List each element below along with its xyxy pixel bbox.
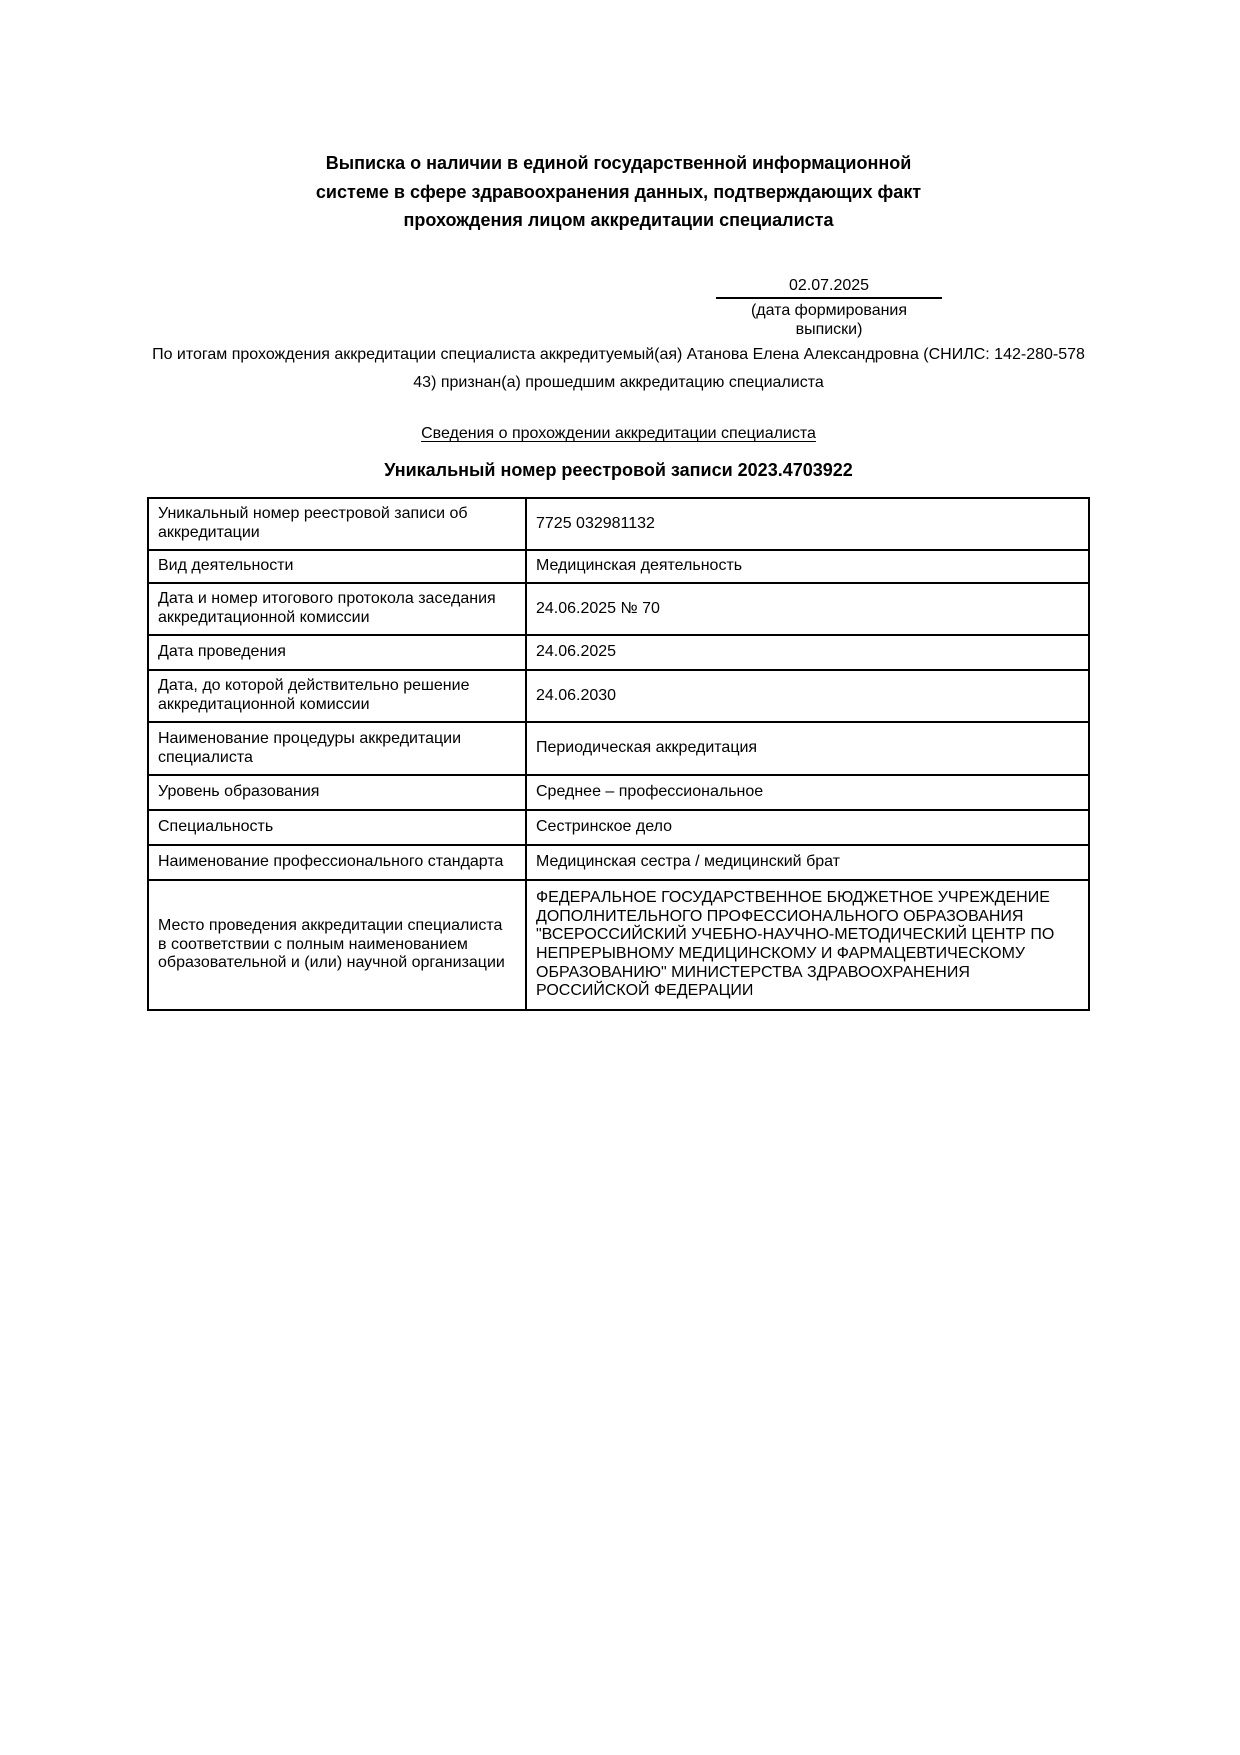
row-label: Дата и номер итогового протокола заседания аккредитационной комиссии <box>148 583 526 635</box>
formation-date-caption: (дата формирования выписки) <box>750 302 908 338</box>
document-title <box>147 149 1090 235</box>
intro-paragraph <box>147 341 1090 397</box>
document-title-line-2: системе в сфере здравоохранения данных, подтверждающих факт <box>315 181 922 202</box>
row-label: Вид деятельности <box>148 550 526 583</box>
row-value: Периодическая аккредитация <box>526 722 1089 775</box>
formation-date-block <box>716 276 942 339</box>
record-number-heading: Уникальный номер реестровой записи 2023.4703922 <box>384 460 853 480</box>
table-row-procedure-name <box>148 722 1089 775</box>
row-label: Наименование процедуры аккредитации специалиста <box>148 722 526 775</box>
table-row-specialty <box>148 810 1089 845</box>
row-value: Медицинская деятельность <box>526 550 1089 583</box>
row-value: 7725 032981132 <box>526 498 1089 550</box>
table-row-professional-standard <box>148 845 1089 880</box>
row-label: Уровень образования <box>148 775 526 810</box>
formation-date: 02.07.2025 <box>716 276 942 299</box>
intro-line-2: 43) признан(а) прошедшим аккредитацию специалиста <box>413 374 824 391</box>
table-row-valid-until <box>148 670 1089 722</box>
document-title-line-1: Выписка о наличии в единой государственной информационной <box>325 153 912 173</box>
table-row-protocol <box>148 583 1089 635</box>
table-row-activity-type <box>148 550 1089 583</box>
row-label: Место проведения аккредитации специалиста в соответствии с полным наименованием образовательной и (или) научной организации <box>148 880 526 1010</box>
row-value: 24.06.2025 <box>526 635 1089 670</box>
row-value: Медицинская сестра / медицинский брат <box>526 845 1089 880</box>
row-label: Специальность <box>148 810 526 845</box>
intro-line-1: По итогам прохождения аккредитации специалиста аккредитуемый(ая) Атанова Елена Александровна (СНИЛС: 142-280-578 <box>152 346 1085 363</box>
row-label: Уникальный номер реестровой записи об аккредитации <box>148 498 526 550</box>
section-heading-text: Сведения о прохождении аккредитации специалиста <box>421 425 816 442</box>
table-row-education-level <box>148 775 1089 810</box>
table-row-registry-number <box>148 498 1089 550</box>
row-value: ФЕДЕРАЛЬНОЕ ГОСУДАРСТВЕННОЕ БЮДЖЕТНОЕ УЧРЕЖДЕНИЕ ДОПОЛНИТЕЛЬНОГО ПРОФЕССИОНАЛЬНОГО ОБРАЗОВАНИЯ "ВСЕРОССИЙСКИЙ УЧЕБНО-НАУЧНО-МЕТОДИЧЕСКИЙ ЦЕНТР ПО НЕПРЕРЫВНОМУ МЕДИЦИНСКОМУ И ФАРМАЦЕВТИЧЕСКОМУ ОБРАЗОВАНИЮ" МИНИСТЕРСТВА ЗДРАВООХРАНЕНИЯ РОССИЙСКОЙ ФЕДЕРАЦИИ <box>526 880 1089 1010</box>
row-value: 24.06.2025 № 70 <box>526 583 1089 635</box>
section-heading <box>147 424 1090 443</box>
table-row-date-held <box>148 635 1089 670</box>
row-label: Дата, до которой действительно решение аккредитационной комиссии <box>148 670 526 722</box>
document-title-line-3: прохождения лицом аккредитации специалиста <box>403 210 834 230</box>
row-label: Наименование профессионального стандарта <box>148 845 526 880</box>
row-value: Среднее – профессиональное <box>526 775 1089 810</box>
accreditation-table <box>147 497 1090 1011</box>
table-row-organization <box>148 880 1089 1010</box>
row-label: Дата проведения <box>148 635 526 670</box>
row-value: Сестринское дело <box>526 810 1089 845</box>
row-value: 24.06.2030 <box>526 670 1089 722</box>
